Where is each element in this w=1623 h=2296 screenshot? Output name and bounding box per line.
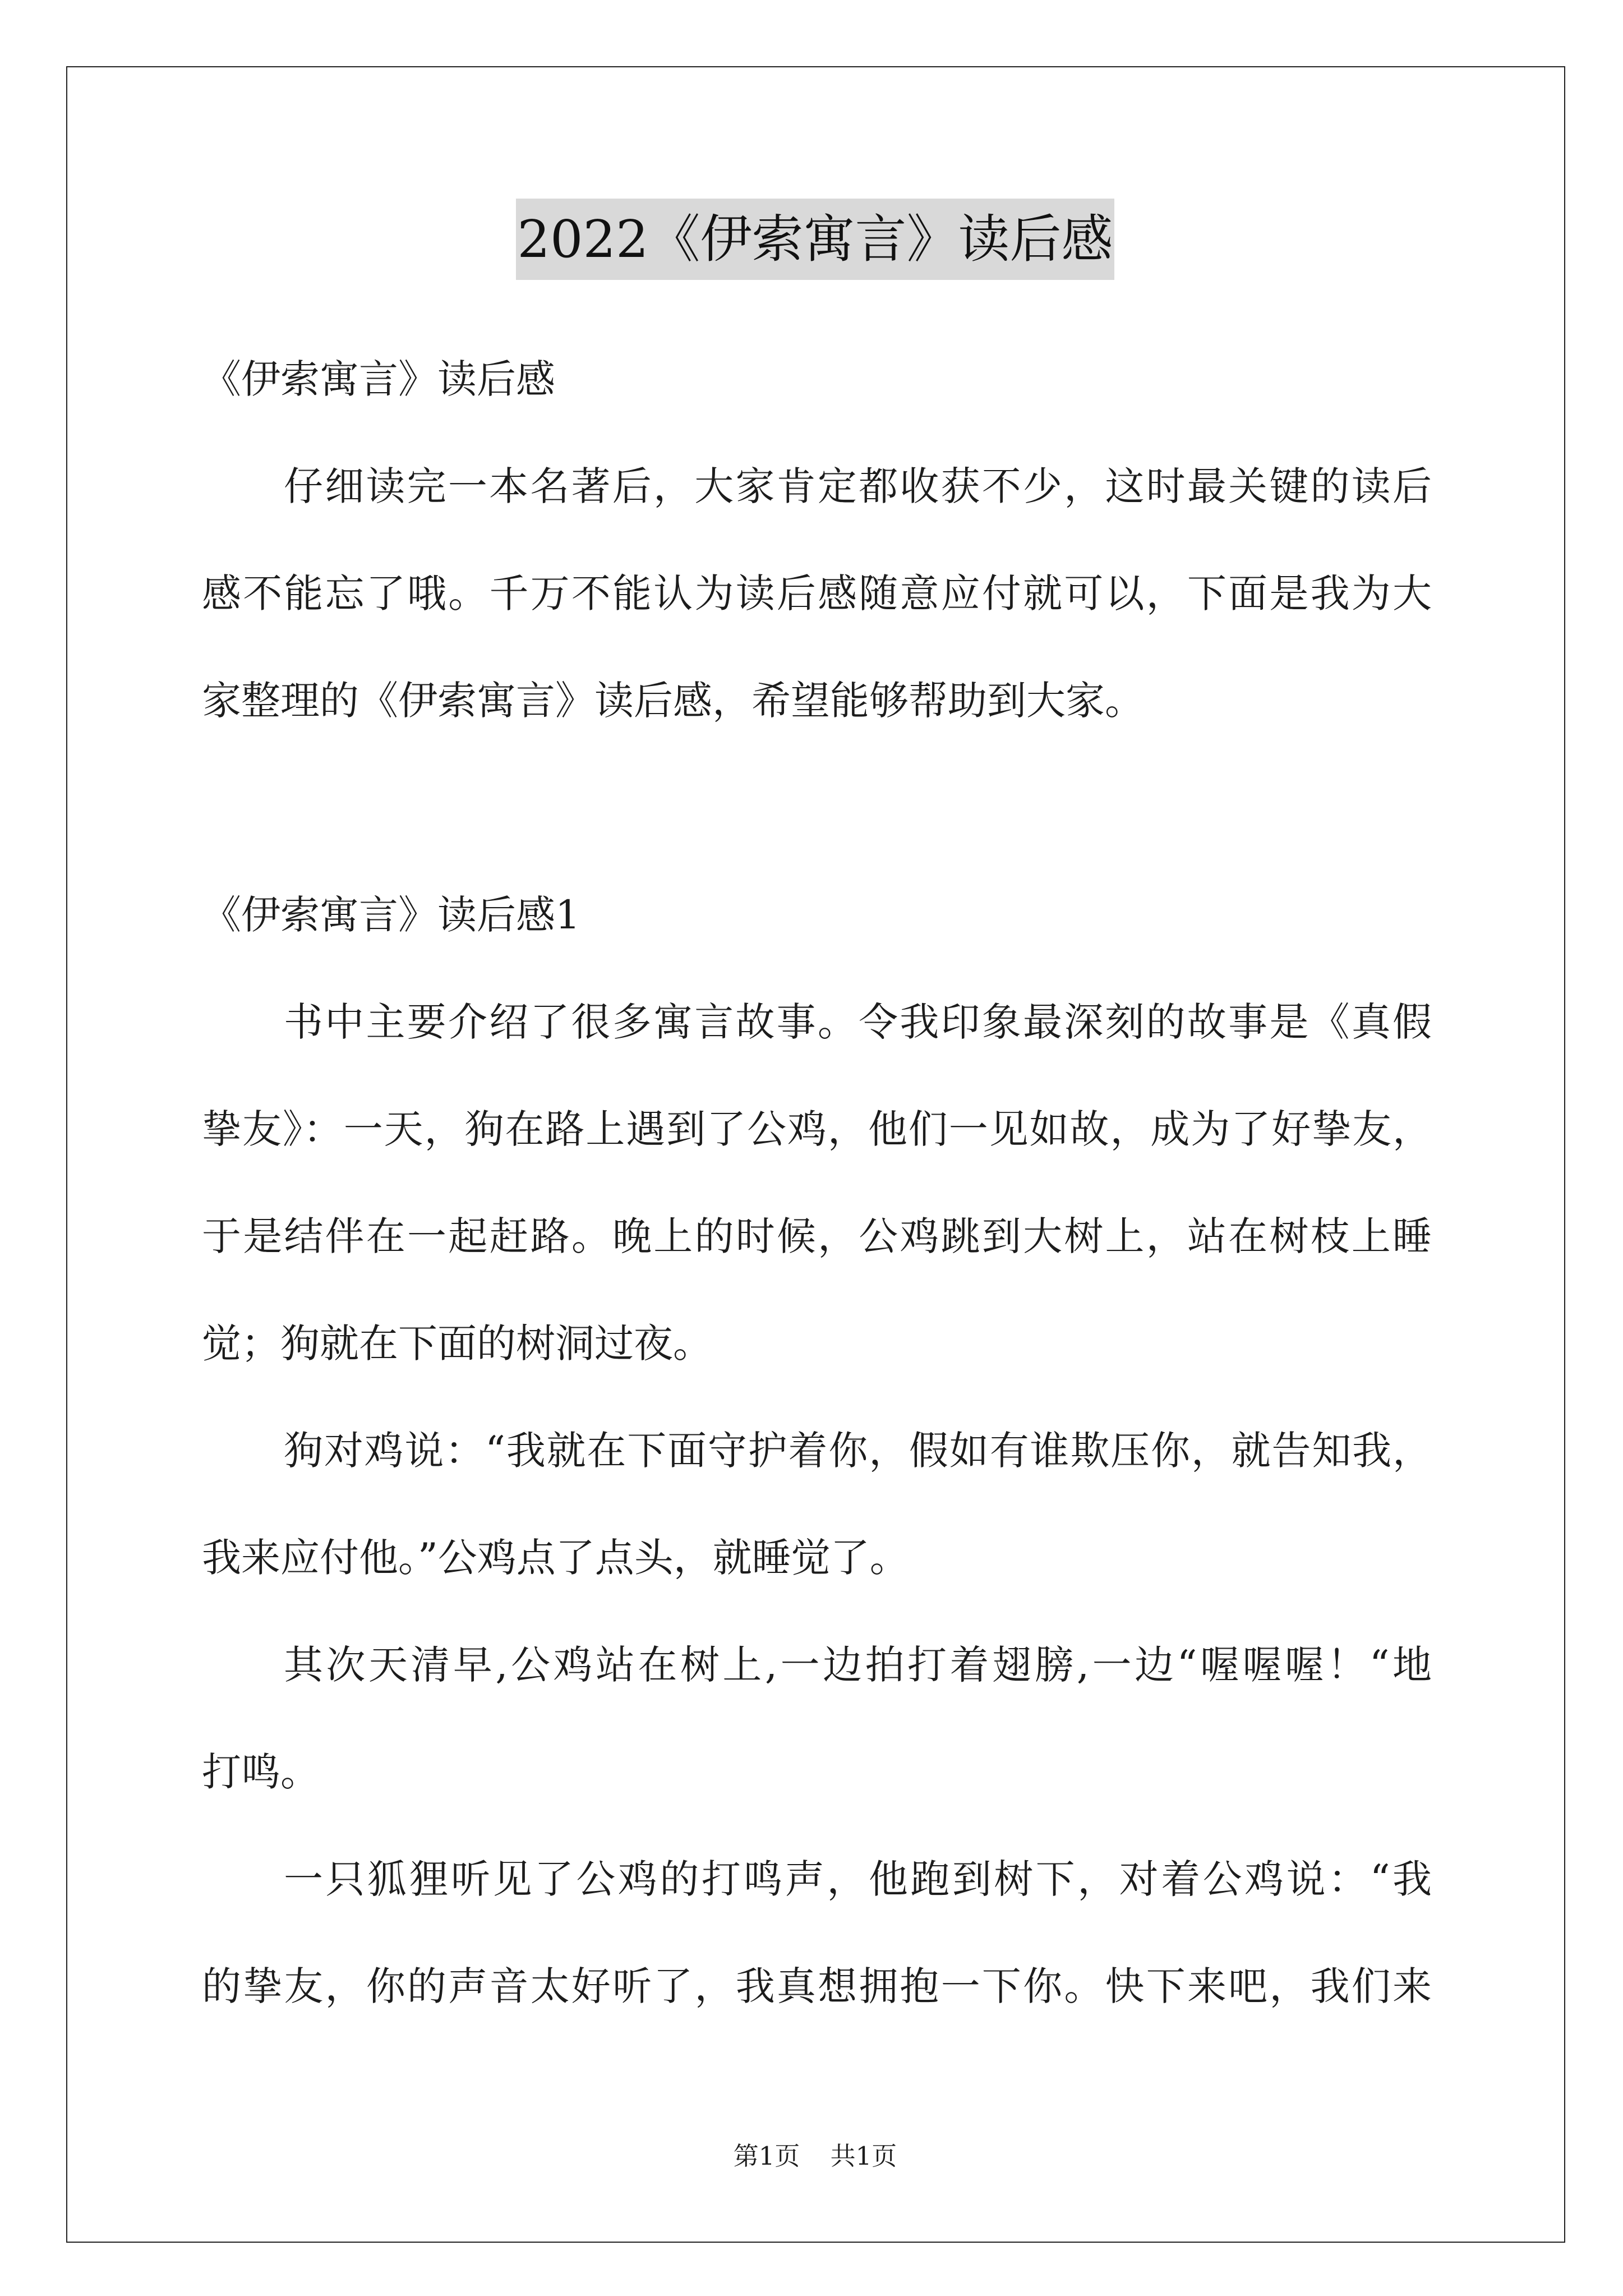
page-footer: 第1页 共1页	[733, 2141, 897, 2171]
document-body	[202, 326, 1432, 2040]
paragraph-line: 仔细读完一本名著后，大家肯定都收获不少，这时最关键的读后	[284, 463, 1432, 509]
document-title: 2022《伊索寓言》读后感	[516, 199, 1114, 280]
intro-heading: 《伊索寓言》读后感	[202, 356, 555, 402]
paragraph-line: 挚友》：一天，狗在路上遇到了公鸡，他们一见如故，成为了好挚友，	[202, 1106, 1432, 1152]
paragraph-line: 觉；狗就在下面的树洞过夜。	[202, 1320, 712, 1366]
title-row	[66, 199, 1564, 280]
paragraph-line: 书中主要介绍了很多寓言故事。令我印象最深刻的故事是《真假	[284, 999, 1432, 1045]
paragraph-line: 于是结伴在一起赶路。晚上的时候，公鸡跳到大树上，站在树枝上睡	[202, 1213, 1432, 1259]
paragraph-line: 感不能忘了哦。千万不能认为读后感随意应付就可以，下面是我为大	[202, 570, 1432, 616]
story-paragraph	[202, 1612, 1432, 1826]
paragraph-line: 一只狐狸听见了公鸡的打鸣声，他跑到树下，对着公鸡说：“我	[284, 1856, 1432, 1902]
story-paragraph	[202, 1826, 1432, 2040]
section-heading: 《伊索寓言》读后感1	[202, 892, 580, 938]
story-paragraph	[202, 969, 1432, 1397]
paragraph-line: 打鸣。	[202, 1749, 320, 1795]
intro-paragraph	[202, 433, 1432, 754]
paragraph-line: 的挚友，你的声音太好听了，我真想拥抱一下你。快下来吧，我们来	[202, 1963, 1432, 2009]
paragraph-line: 我来应付他。”公鸡点了点头，就睡觉了。	[202, 1535, 909, 1581]
paragraph-line: 家整理的《伊索寓言》读后感，希望能够帮助到大家。	[202, 678, 1144, 724]
paragraph-line: 狗对鸡说：“我就在下面守护着你，假如有谁欺压你，就告知我，	[284, 1428, 1432, 1474]
story-paragraph	[202, 1397, 1432, 1612]
paragraph-line: 其次天清早,公鸡站在树上,一边拍打着翅膀,一边“喔喔喔！“地	[284, 1642, 1432, 1688]
